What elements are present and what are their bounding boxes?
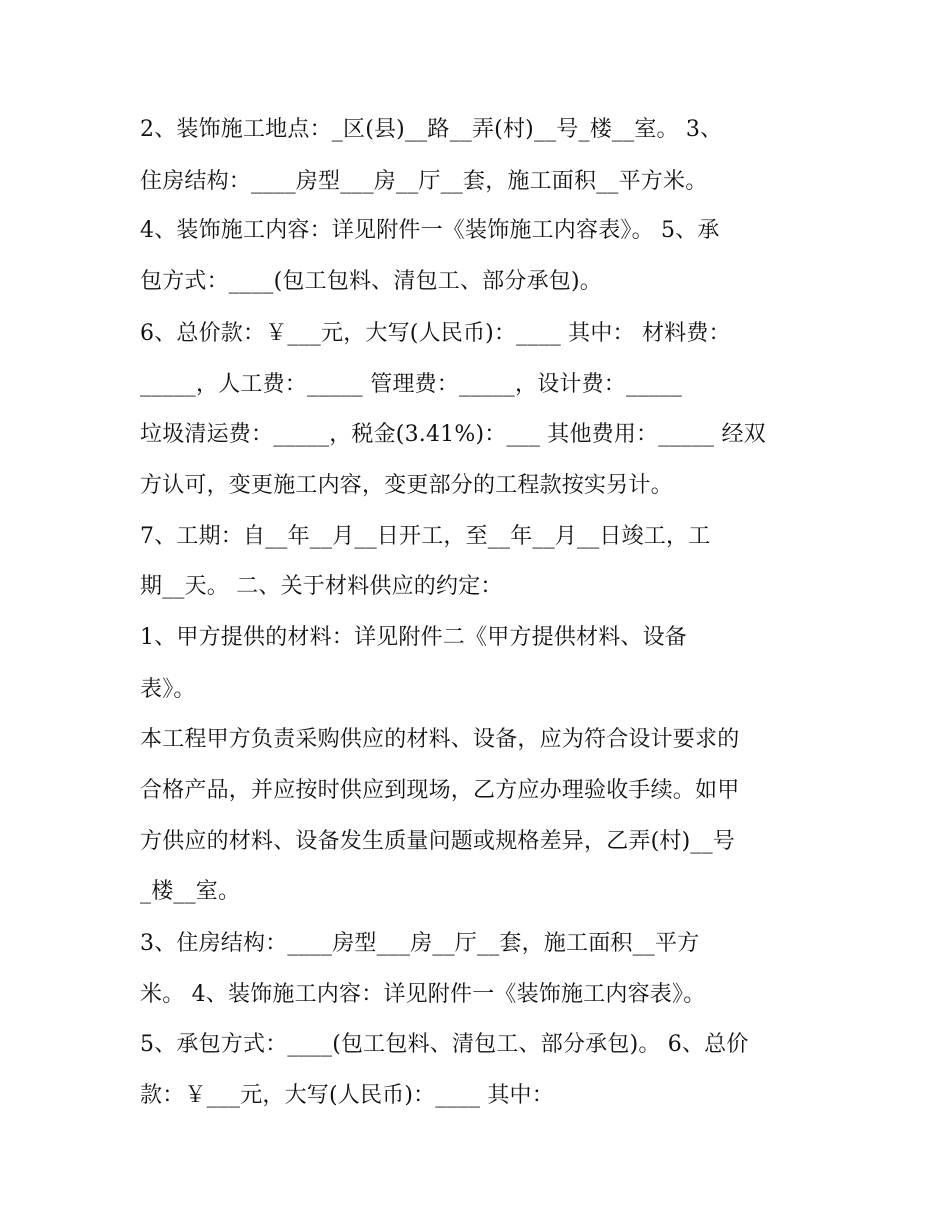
text-line: 包方式：____(包工包料、清包工、部分承包)。: [140, 269, 602, 294]
text-line: 3、住房结构：____房型___房__厅__套，施工面积__平方: [140, 931, 700, 956]
text-line: 住房结构：____房型___房__厅__套，施工面积__平方米。: [140, 169, 708, 194]
text-line: _楼__室。: [140, 879, 241, 904]
text-line: 期__天。 二、关于材料供应的约定：: [140, 574, 503, 599]
text-line: 7、工期：自__年__月__日开工，至__年__月__日竣工，工: [140, 524, 711, 549]
text-line: 米。 4、装饰施工内容：详见附件一《装饰施工内容表》。: [140, 982, 706, 1007]
text-line: _____，人工费：_____ 管理费：_____，设计费：_____: [140, 372, 682, 397]
text-line: 1、甲方提供的材料：详见附件二《甲方提供材料、设备: [140, 625, 687, 650]
text-line: 方认可，变更施工内容，变更部分的工程款按实另计。: [140, 473, 673, 498]
text-line: 合格产品，并应按时供应到现场，乙方应办理验收手续。如甲: [140, 778, 740, 803]
text-line: 2、装饰施工地点：_区(县)__路__弄(村)__号_楼__室。 3、: [140, 117, 723, 142]
text-line: 方供应的材料、设备发生质量问题或规格差异，乙弄(村)__号: [140, 829, 735, 854]
text-line: 款：￥___元，大写(人民币)：____ 其中：: [140, 1083, 554, 1108]
text-line: 5、承包方式：____(包工包料、清包工、部分承包)。 6、总价: [140, 1032, 749, 1057]
text-line: 表》。: [140, 677, 196, 702]
text-line: 本工程甲方负责采购供应的材料、设备，应为符合设计要求的: [140, 727, 740, 752]
text-line: 6、总价款：￥___元，大写(人民币)：____ 其中： 材料费：: [140, 321, 731, 346]
text-line: 4、装饰施工内容：详见附件一《装饰施工内容表》。 5、承: [140, 218, 720, 243]
text-line: 垃圾清运费：_____，税金(3.41%)：___ 其他费用：_____ 经双: [140, 422, 766, 447]
